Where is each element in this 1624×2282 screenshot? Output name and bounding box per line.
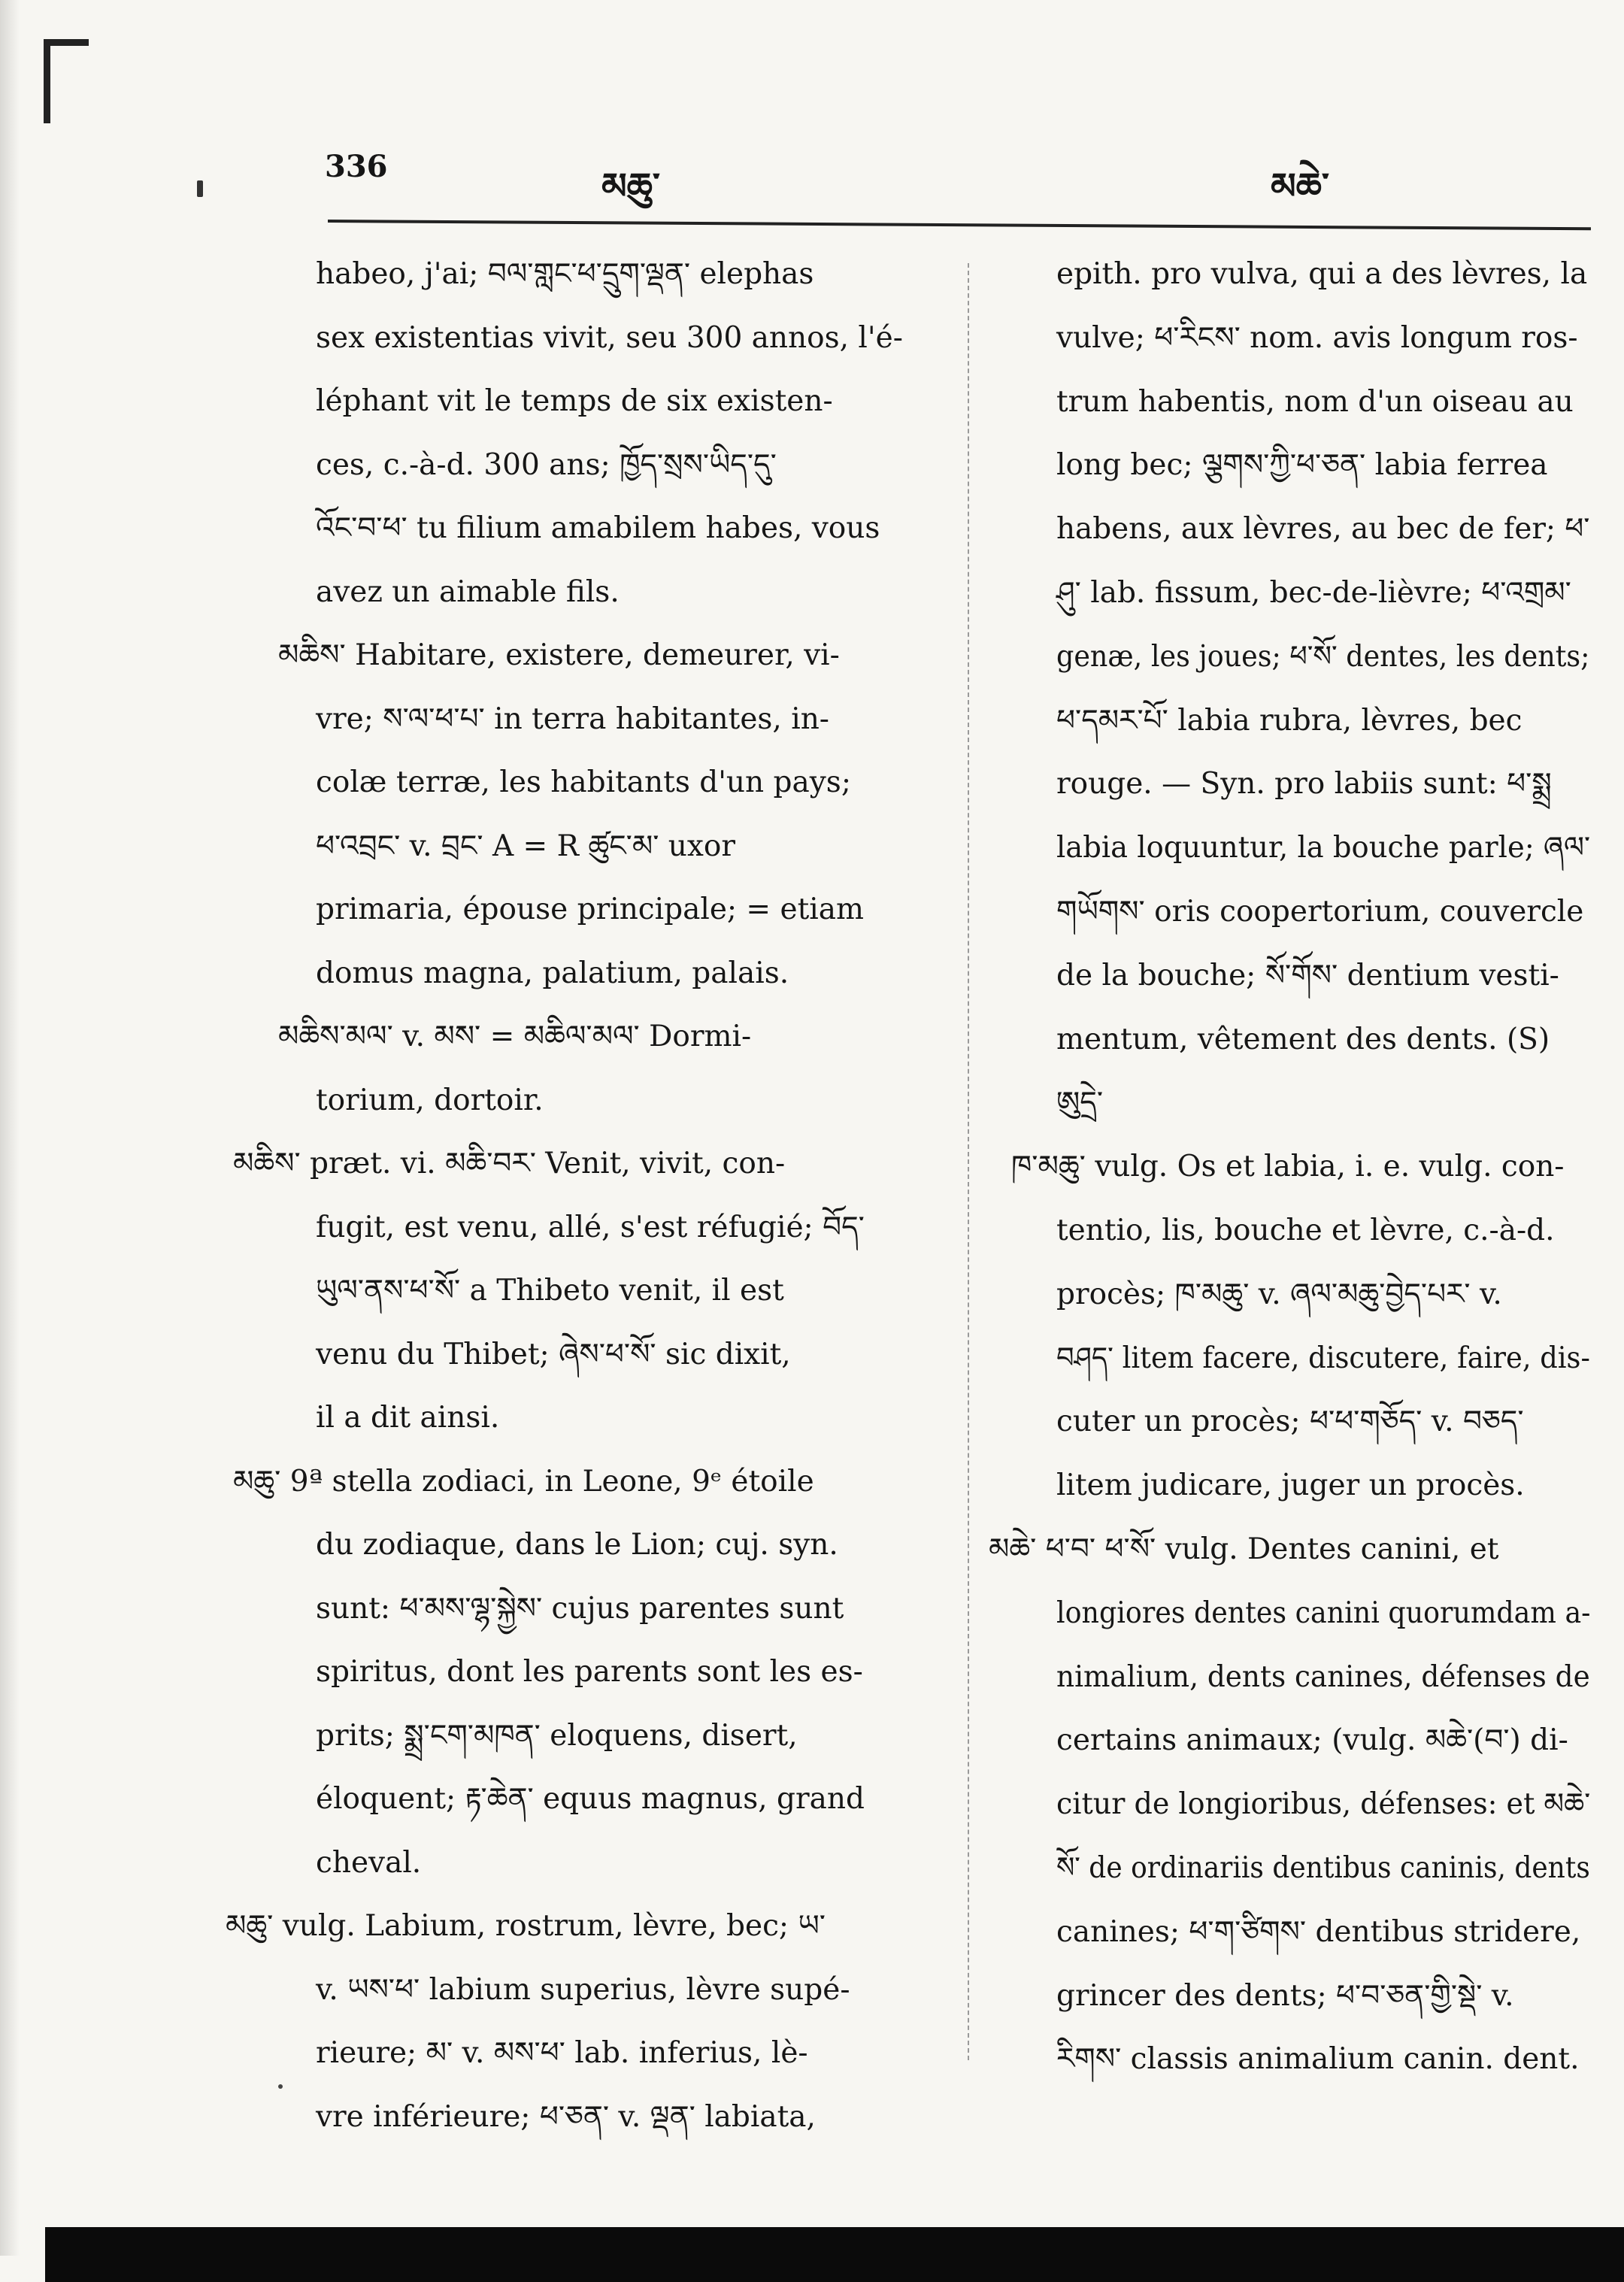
text-line: primaria, épouse principale; = etiam	[316, 892, 864, 926]
text-line: genæ, les joues; ཕ་སོ་ dentes, les dents;	[1056, 639, 1590, 674]
text-line: il a dit ainsi.	[316, 1401, 500, 1435]
text-line: léphant vit le temps de six existen-	[316, 384, 833, 418]
text-line: མཆིས་མལ་ v. མས་ = མཆིལ་མལ་ Dormi-	[278, 1020, 752, 1053]
text-line: sex existentias vivit, seu 300 annos, l'é-	[316, 320, 903, 355]
text-line: habens, aux lèvres, au bec de fer; ཕ་	[1056, 512, 1590, 547]
page-header	[0, 149, 1624, 208]
text-line: venu du Thibet; ཞེས་ཕ་སོ་ sic dixit,	[316, 1337, 791, 1371]
text-line: rouge. — Syn. pro labiis sunt: ཕ་སྨྲ	[1056, 767, 1552, 802]
text-line: prits; སྨྲ་ངག་མཁན་ eloquens, disert,	[316, 1718, 798, 1753]
text-line: avez un aimable fils.	[316, 574, 620, 609]
text-line: litem judicare, juger un procès.	[1056, 1468, 1525, 1503]
scan-bottom-bar	[45, 2227, 1624, 2282]
text-line: ཁ་མཆུ་ vulg. Os et labia, i. e. vulg. con-	[1011, 1150, 1565, 1184]
text-line: ces, c.-à-d. 300 ans; ཁྱོད་སྲས་ཡིད་དུ་	[316, 447, 777, 482]
text-line: མཆིས་ Habitare, existere, demeurer, vi-	[278, 638, 840, 672]
text-line: nimalium, dents canines, défenses de	[1056, 1659, 1590, 1694]
text-line: ཕ་དམར་པོ་ labia rubra, lèvres, bec	[1056, 703, 1522, 738]
text-line: tentio, lis, bouche et lèvre, c.-à-d.	[1056, 1214, 1555, 1247]
page-edge-shadow	[0, 0, 20, 2256]
text-line: vre inférieure; ཕ་ཅན་ v. ལྡན་ labiata,	[316, 2099, 816, 2134]
text-line: སོ་ de ordinariis dentibus caninis, dents	[1056, 1851, 1590, 1885]
column-divider	[968, 263, 969, 2060]
text-line: spiritus, dont les parents sont les es-	[316, 1655, 863, 1689]
text-line: མཆེ་ ཕ་བ་ ཕ་སོ་ vulg. Dentes canini, et	[989, 1532, 1499, 1566]
text-line: rieure; མ་ v. མས་ཕ་ lab. inferius, lè-	[316, 2036, 808, 2070]
text-line: labia loquuntur, la bouche parle; ཞལ་	[1056, 831, 1591, 865]
text-line: du zodiaque, dans le Lion; cuj. syn.	[316, 1528, 838, 1562]
text-line: མཆུ་ 9ª stella zodiaci, in Leone, 9ᵉ étoile	[233, 1464, 814, 1499]
crop-corner-mark	[44, 39, 89, 123]
text-line: citur de longioribus, défenses: et མཆེ་	[1056, 1787, 1591, 1822]
text-line: longiores dentes canini quorumdam a-	[1056, 1596, 1591, 1630]
text-line: v. ཡས་ཕ་ labium superius, lèvre supé-	[316, 1972, 850, 2007]
text-line: cuter un procès; ཕ་ཕ་གཅོད་ v. བཅད་	[1056, 1405, 1524, 1439]
text-line: ཨུདྲེ་	[1056, 1086, 1104, 1120]
text-line: epith. pro vulva, qui a des lèvres, la	[1056, 257, 1588, 291]
text-line: domus magna, palatium, palais.	[316, 956, 789, 990]
text-line: མཆུ་ vulg. Labium, rostrum, lèvre, bec; ཡ་	[226, 1909, 826, 1943]
text-line: de la bouche; སོ་གོས་ dentium vesti-	[1056, 958, 1559, 993]
text-line: ཤུ་ lab. fissum, bec-de-lièvre; ཕ་འགྲམ་	[1056, 576, 1571, 610]
page-number: 336	[325, 149, 388, 184]
text-line: canines; ཕ་ག་ཙིགས་ dentibus stridere,	[1056, 1914, 1581, 1949]
text-line: sunt: ཕ་མས་ལྷ་སྐྱེས་ cujus parentes sunt	[316, 1591, 844, 1626]
text-line: éloquent; རྟ་ཆེན་ equus magnus, grand	[316, 1782, 865, 1816]
text-line: ཡུལ་ནས་ཕ་སོ་ a Thibeto venit, il est	[316, 1274, 784, 1308]
text-line: long bec; ལྕགས་ཀྱི་ཕ་ཅན་ labia ferrea	[1056, 448, 1548, 483]
text-line: trum habentis, nom d'un oiseau au	[1056, 384, 1574, 419]
text-line: vulve; ཕ་རིངས་ nom. avis longum ros-	[1056, 320, 1578, 355]
text-line: fugit, est venu, allé, s'est réfugié; བོད་	[316, 1210, 865, 1244]
text-line: cheval.	[316, 1845, 422, 1880]
text-line: འོང་བ་ཕ་ tu filium amabilem habes, vous	[316, 511, 880, 545]
text-line: བཤད་ litem facere, discutere, faire, dis-	[1056, 1341, 1590, 1375]
text-line: grincer des dents; ཕ་བ་ཅན་གྱི་སྡེ་ v.	[1056, 1978, 1514, 2013]
text-line: colæ terræ, les habitants d'un pays;	[316, 765, 851, 799]
text-line: habeo, j'ai; བལ་གླང་ཕ་དྲུག་ལྡན་ elephas	[316, 257, 814, 291]
margin-speck	[278, 2084, 283, 2089]
text-line: torium, dortoir.	[316, 1083, 544, 1117]
text-line: རིགས་ classis animalium canin. dent.	[1056, 2042, 1580, 2077]
running-head-right: མཆེ་	[1271, 165, 1329, 208]
header-rule	[328, 220, 1591, 230]
text-line: ཕ་འབྲང་ v. བྲང་ A = R ཚུང་མ་ uxor	[316, 829, 736, 863]
text-line: mentum, vêtement des dents. (S)	[1056, 1022, 1550, 1056]
text-line: vre; ས་ལ་ཕ་པ་ in terra habitantes, in-	[316, 702, 829, 736]
text-line: མཆིས་ præt. vi. མཆི་བར་ Venit, vivit, con-	[233, 1147, 786, 1180]
text-line: གཡོགས་ oris coopertorium, couvercle	[1056, 895, 1584, 929]
text-line: certains animaux; (vulg. མཆེ་(བ་) di-	[1056, 1723, 1568, 1758]
running-head-left: མཆུ་	[601, 165, 660, 208]
text-line: procès; ཁ་མཆུ་ v. ཞལ་མཆུ་བྱེད་པར་ v.	[1056, 1277, 1502, 1311]
